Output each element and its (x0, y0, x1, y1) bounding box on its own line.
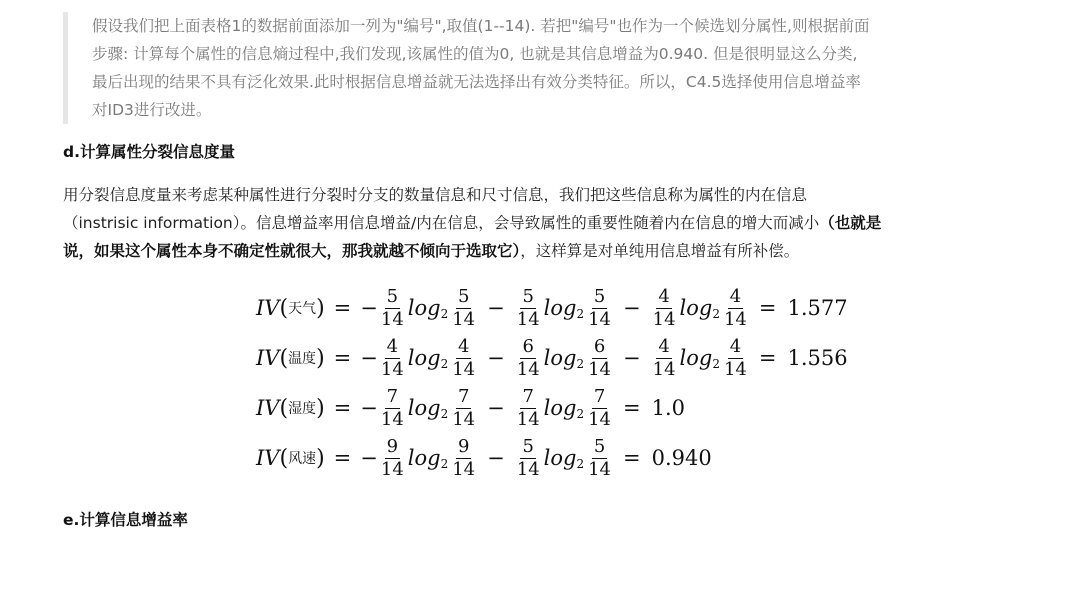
fraction-numerator: 5 (522, 285, 534, 307)
fraction (586, 335, 613, 380)
fraction (450, 285, 477, 330)
fraction-denominator: 14 (452, 308, 476, 330)
attribute-name: 风速 (288, 451, 317, 467)
fraction (450, 335, 477, 380)
close-paren: ) (316, 445, 325, 471)
log-label: log (543, 445, 577, 470)
fraction-numerator: 4 (729, 335, 742, 357)
quote-line: 最后出现的结果不具有泛化效果.此时根据信息增益就无法选择出有效分类特征。所以，C4.5选择使用信息增益率 (92, 73, 861, 91)
log-base: 2 (440, 306, 449, 321)
fraction-denominator: 14 (380, 308, 404, 330)
fraction-denominator: 14 (516, 358, 540, 380)
fraction-numerator: 5 (593, 285, 606, 307)
fraction-denominator: 14 (452, 358, 476, 380)
fraction-numerator: 4 (386, 335, 399, 357)
fraction-numerator: 5 (457, 285, 470, 307)
log-base: 2 (576, 406, 585, 421)
equation-result: 1.0 (651, 396, 686, 420)
fraction (515, 435, 542, 480)
minus-sign: − (623, 296, 641, 320)
close-paren: ) (316, 295, 325, 321)
log-function (680, 296, 720, 321)
log-base: 2 (576, 456, 585, 471)
minus-sign: − (360, 446, 378, 470)
log-function (544, 446, 584, 471)
equation-result: 0.940 (651, 446, 712, 470)
fraction-numerator: 6 (522, 335, 534, 357)
fraction-numerator: 7 (386, 385, 399, 407)
fraction-numerator: 9 (457, 435, 470, 457)
minus-sign: − (487, 296, 505, 320)
fraction-denominator: 14 (452, 458, 476, 480)
log-label: log (679, 295, 713, 320)
log-function (408, 296, 448, 321)
fraction-denominator: 14 (723, 308, 747, 330)
function-name: IV (256, 296, 280, 320)
intrinsic-information-equations (256, 283, 848, 493)
minus-sign: − (487, 346, 505, 370)
fraction-denominator: 14 (588, 458, 612, 480)
paragraph-line-1: 用分裂信息度量来考虑某种属性进行分裂时分支的数量信息和尺寸信息，我们把这些信息称为属性的内在信息 (63, 186, 808, 204)
equals-sign: = (758, 346, 777, 370)
log-base: 2 (440, 456, 449, 471)
log-function (680, 346, 720, 371)
paragraph-text: ，这样算是对单纯用信息增益有所补偿。 (520, 242, 800, 260)
fraction-denominator: 14 (723, 358, 747, 380)
minus-sign: − (487, 396, 505, 420)
equals-sign: = (333, 446, 352, 470)
fraction-denominator: 14 (516, 308, 540, 330)
fraction-denominator: 14 (516, 408, 540, 430)
equals-sign: = (333, 296, 352, 320)
minus-sign: − (487, 446, 505, 470)
equals-sign: = (333, 346, 352, 370)
log-base: 2 (712, 356, 720, 371)
fraction (515, 385, 542, 430)
fraction-numerator: 5 (593, 435, 606, 457)
fraction-numerator: 5 (386, 285, 399, 307)
fraction-numerator: 4 (729, 285, 742, 307)
fraction (450, 435, 477, 480)
fraction-numerator: 7 (593, 385, 606, 407)
log-label: log (407, 345, 441, 370)
open-paren: ( (279, 295, 289, 321)
fraction-numerator: 4 (658, 335, 670, 357)
close-paren: ) (316, 395, 325, 421)
equation-result: 1.556 (787, 346, 848, 370)
minus-sign: − (360, 346, 378, 370)
equals-sign: = (623, 446, 641, 470)
fraction-denominator: 14 (380, 408, 404, 430)
log-label: log (407, 395, 441, 420)
fraction-denominator: 14 (380, 358, 404, 380)
equals-sign: = (758, 296, 777, 320)
equation-row (256, 433, 712, 483)
fraction (515, 335, 542, 380)
close-paren: ) (316, 345, 325, 371)
log-function (408, 346, 448, 371)
log-label: log (543, 345, 577, 370)
fraction-denominator: 14 (380, 458, 404, 480)
paragraph-text: （instrisic information）。信息增益率用信息增益/内在信息，会导致属性的重要性随着内在信息的增大而减小 (63, 214, 820, 232)
log-label: log (407, 295, 441, 320)
fraction-denominator: 14 (516, 458, 540, 480)
log-label: log (543, 295, 577, 320)
fraction-denominator: 14 (588, 308, 612, 330)
fraction (379, 385, 406, 430)
open-paren: ( (279, 395, 289, 421)
quote-line: 对ID3进行改进。 (92, 101, 212, 119)
log-function (544, 346, 584, 371)
equals-sign: = (333, 396, 352, 420)
fraction-numerator: 7 (522, 385, 534, 407)
fraction (379, 435, 406, 480)
minus-sign: − (623, 346, 641, 370)
section-heading-d: d.计算属性分裂信息度量 (63, 143, 235, 161)
log-base: 2 (576, 306, 585, 321)
fraction (379, 335, 406, 380)
paragraph-line-3 (63, 237, 963, 265)
paragraph-bold-text: （也就是 (819, 214, 882, 232)
fraction (586, 385, 613, 430)
fraction (515, 285, 542, 330)
function-name: IV (256, 396, 280, 420)
log-label: log (679, 345, 713, 370)
attribute-name: 湿度 (288, 401, 317, 417)
fraction-numerator: 6 (593, 335, 606, 357)
log-function (408, 396, 448, 421)
log-base: 2 (576, 356, 585, 371)
log-function (544, 296, 584, 321)
fraction-numerator: 9 (386, 435, 399, 457)
paragraph-bold-text: 说，如果这个属性本身不确定性就很大，那我就越不倾向于选取它） (63, 242, 521, 260)
fraction-numerator: 5 (522, 435, 534, 457)
fraction (586, 285, 613, 330)
fraction (722, 335, 749, 380)
fraction (450, 385, 477, 430)
log-function (408, 446, 448, 471)
fraction-denominator: 14 (652, 308, 676, 330)
equation-row (256, 333, 848, 383)
fraction-numerator: 4 (457, 335, 470, 357)
log-base: 2 (712, 306, 720, 321)
equals-sign: = (623, 396, 641, 420)
equation-row (256, 383, 685, 433)
equation-result: 1.577 (787, 296, 848, 320)
log-label: log (543, 395, 577, 420)
log-base: 2 (440, 406, 449, 421)
paragraph-line-2 (63, 209, 963, 237)
fraction (651, 335, 678, 380)
blockquote-note (63, 12, 953, 124)
function-name: IV (256, 446, 280, 470)
fraction-denominator: 14 (588, 408, 612, 430)
attribute-name: 温度 (288, 351, 317, 367)
fraction (651, 285, 678, 330)
log-base: 2 (440, 356, 449, 371)
attribute-name: 天气 (288, 301, 317, 317)
function-name: IV (256, 346, 280, 370)
minus-sign: − (360, 296, 378, 320)
open-paren: ( (279, 445, 289, 471)
log-function (544, 396, 584, 421)
equation-row (256, 283, 848, 333)
fraction-numerator: 4 (658, 285, 670, 307)
fraction (379, 285, 406, 330)
log-label: log (407, 445, 441, 470)
quote-line: 假设我们把上面表格1的数据前面添加一列为"编号",取值(1--14). 若把"编号"也作为一个候选划分属性,则根据前面 (92, 17, 870, 35)
fraction (722, 285, 749, 330)
open-paren: ( (279, 345, 289, 371)
fraction-numerator: 7 (457, 385, 470, 407)
fraction-denominator: 14 (588, 358, 612, 380)
section-heading-e: e.计算信息增益率 (63, 511, 188, 529)
quote-line: 步骤: 计算每个属性的信息熵过程中,我们发现,该属性的值为0, 也就是其信息增益为0.940. 但是很明显这么分类, (92, 45, 858, 63)
explanation-paragraph (63, 181, 963, 265)
fraction-denominator: 14 (452, 408, 476, 430)
minus-sign: − (360, 396, 378, 420)
fraction-denominator: 14 (652, 358, 676, 380)
fraction (586, 435, 613, 480)
